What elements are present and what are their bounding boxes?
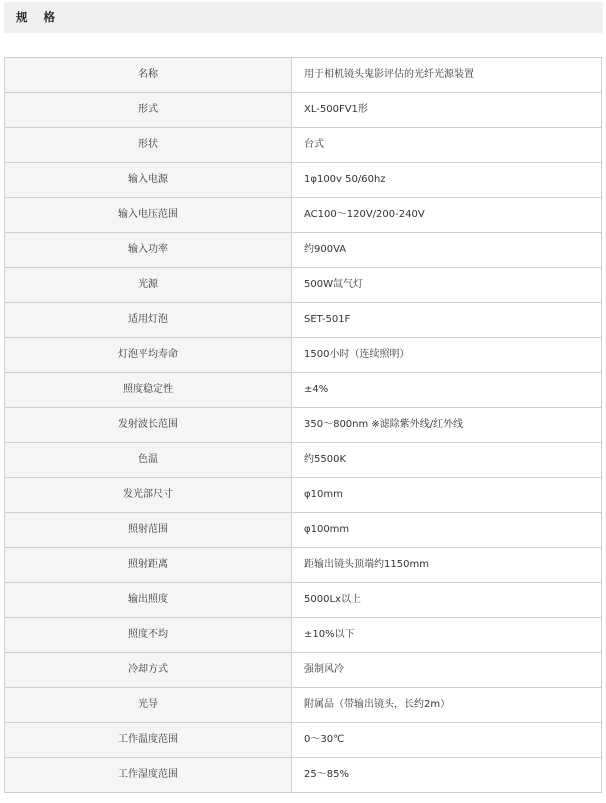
table-row	[5, 758, 602, 793]
spec-value: XL-500FV1形	[292, 93, 602, 128]
spec-label: 光导	[5, 688, 292, 723]
spec-value: 约5500K	[292, 443, 602, 478]
spec-label: 适用灯泡	[5, 303, 292, 338]
table-row	[5, 93, 602, 128]
spec-value: 25～85%	[292, 758, 602, 793]
spec-label: 发光部尺寸	[5, 478, 292, 513]
spec-label: 照度稳定性	[5, 373, 292, 408]
table-row	[5, 583, 602, 618]
spec-table-body	[5, 58, 602, 793]
spec-value: 500W氙气灯	[292, 268, 602, 303]
spec-value: 用于相机镜头鬼影评估的光纤光源装置	[292, 58, 602, 93]
spec-value: 1500小时（连续照明）	[292, 338, 602, 373]
spec-label: 名称	[5, 58, 292, 93]
table-row	[5, 303, 602, 338]
spec-value: SET-501F	[292, 303, 602, 338]
spec-value: ±4%	[292, 373, 602, 408]
table-row	[5, 478, 602, 513]
table-row	[5, 408, 602, 443]
spec-value: ±10%以下	[292, 618, 602, 653]
table-row	[5, 688, 602, 723]
spec-value: 0～30℃	[292, 723, 602, 758]
spec-label: 输出照度	[5, 583, 292, 618]
spec-label: 照度不均	[5, 618, 292, 653]
spec-label: 工作湿度范围	[5, 758, 292, 793]
spec-label: 输入功率	[5, 233, 292, 268]
spec-label: 照射距离	[5, 548, 292, 583]
table-row	[5, 338, 602, 373]
spec-value: 附属品（带输出镜头，长约2m）	[292, 688, 602, 723]
spec-value: 5000Lx以上	[292, 583, 602, 618]
table-row	[5, 58, 602, 93]
table-row	[5, 373, 602, 408]
spec-value: φ100mm	[292, 513, 602, 548]
spec-label: 色温	[5, 443, 292, 478]
table-row	[5, 233, 602, 268]
table-row	[5, 268, 602, 303]
table-row	[5, 443, 602, 478]
spec-value: 台式	[292, 128, 602, 163]
section-title: 规 格	[16, 10, 62, 24]
spec-label: 输入电压范围	[5, 198, 292, 233]
spec-label: 形状	[5, 128, 292, 163]
spec-label: 工作温度范围	[5, 723, 292, 758]
spec-label: 照射范围	[5, 513, 292, 548]
table-row	[5, 163, 602, 198]
spec-value: AC100～120V/200-240V	[292, 198, 602, 233]
spec-label: 发射波长范围	[5, 408, 292, 443]
table-row	[5, 128, 602, 163]
table-row	[5, 198, 602, 233]
spec-value: 350～800nm ※滤除紫外线/红外线	[292, 408, 602, 443]
spec-value: 强制风冷	[292, 653, 602, 688]
spec-value: φ10mm	[292, 478, 602, 513]
spec-label: 冷却方式	[5, 653, 292, 688]
table-row	[5, 618, 602, 653]
table-row	[5, 548, 602, 583]
table-row	[5, 723, 602, 758]
spec-table	[4, 57, 602, 793]
spec-value: 距输出镜头顶端约1150mm	[292, 548, 602, 583]
table-row	[5, 513, 602, 548]
spec-value: 1φ100v 50/60hz	[292, 163, 602, 198]
spec-label: 输入电源	[5, 163, 292, 198]
spec-label: 形式	[5, 93, 292, 128]
spec-label: 光源	[5, 268, 292, 303]
spec-label: 灯泡平均寿命	[5, 338, 292, 373]
section-header	[4, 2, 603, 33]
table-row	[5, 653, 602, 688]
spec-value: 约900VA	[292, 233, 602, 268]
